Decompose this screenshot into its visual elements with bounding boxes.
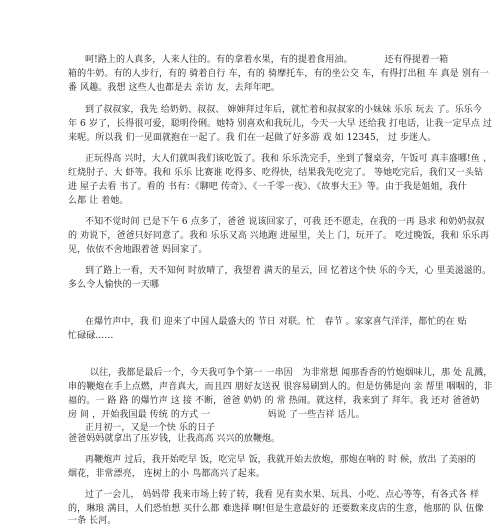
text-line: 么都 让 着她。 <box>68 196 129 206</box>
text-line: 来呢。所以我 们一见面就抱在一起了。我 们在一起做了好多游 戏 如 12345， 过 步迷人。 <box>68 133 437 143</box>
text-line: 再鞭炮声 过后，我开始吃早 饭，吃完早 饭，我就开始去放炮，那炮在响的 时 候，放出 了美丽的 <box>85 455 476 465</box>
text-line: 正月初一，又是一个快 乐的日子 <box>85 423 216 433</box>
text-line: 年 6 岁了，长得很可爱，聪明伶俐。她特 别喜欢和我玩儿，今天一大早 还给我 打电话，让我一定早点 过 <box>68 119 492 129</box>
text-line: 正玩得高 兴时，大人们就叫我们该吃饭了。我和 乐乐洗完手，坐到了餐桌旁，午饭可 真丰盛哪!鱼 、 <box>85 154 492 164</box>
text-line: 红烧肘子、大 虾等。我和 乐乐 比赛谁 吃得多、吃得快，结果我先吃完了。 等她吃完后，我们又一头钻 <box>68 168 484 178</box>
text-line: 在爆竹声中，我 们 迎来了中国人最盛大的 节日 对联。忙 春节 。家家喜气洋洋，都忙的在 贴 <box>85 317 467 327</box>
text-line: 忙碌碌…… <box>68 331 114 341</box>
text-line: 房 间 ，开始我国最 传统 的方式 一 妈说 了一些吉祥 话儿。 <box>68 410 365 420</box>
text-line: 多么令人愉快的一天哪 <box>68 280 160 290</box>
text-line: 串的鞭炮在手上点燃，声音真大，而且四 朋好友送祝 很容易刷到人的。但是仿佛是向 亲 帮里 咽咽的，非 <box>68 382 493 392</box>
text-line: 的 劝说下，爸爸只好同意了。我和 乐乐又高 兴地跑 进屋里，关上 门，玩开了。 吃过晚饭，我和 乐乐再 <box>68 231 490 241</box>
text-line: 过了一会儿， 妈妈带 我来市场上转了转，我看 见有卖水果、玩具、小吃、点心等等，有各式各 样 <box>85 490 480 500</box>
text-line: 番 风趣。我想 这些人也都是去 亲访 友，去拜年吧。 <box>68 83 281 93</box>
text-line: 进 屋子去看 书了。看的 书有：《聊吧 传奇》、《一千零一夜》、《故事大王》等。由于我是姐姐，我什 <box>68 182 467 192</box>
text-line: 箱的牛奶。有的人步行，有的 骑着自行 车，有的 骑摩托车，有的坐公交 车，有得打出租 车 真是 别有一 <box>68 69 490 79</box>
text-line: 爸爸妈妈就拿出了压岁钱，让我高高 兴兴的放鞭炮。 <box>68 434 281 444</box>
text-line: 福的。一 路 路 的爆竹声 这 接 不断，爸爸 奶奶 的 常 热闹。就这样，我来到了 拜年。我 还对 爸爸奶 <box>68 396 480 406</box>
text-line: 不知不觉时间 已是下午 6 点多了，爸爸 说该回家了，可我 还不愿走，在我的一再 恳求 和奶奶叔叔 <box>85 217 485 227</box>
text-line: 见，依依不舍地跟着爸 妈回家了。 <box>68 245 208 255</box>
text-line: 呵!路上的人真多，人来人往的。有的拿着水果，有的提着食用油。 还有得提着一箱 <box>85 55 449 65</box>
text-line: 到了叔叔家，我先 给奶奶、叔叔、 婶婶拜过年后，就忙着和叔叔家的小妹妹 乐乐 玩去 了。乐乐今 <box>85 105 483 115</box>
text-line: 以往，我都是最后一个，今天我可争个第一 一串因 为非常想 闻那香香的竹炮烟味儿，那 处 乱溅， <box>90 368 493 378</box>
text-line: 的，琳琅 满目，人们恐怕想 买什么都 难选择 啊!但是生意最好的 还要数来皮店的生意，他那的 队 伍像 <box>68 504 484 514</box>
text-line: 烟花，非常漂亮， 连树上的小 鸟都高兴了起来。 <box>68 469 266 479</box>
text-line: 一条 长河。 <box>68 516 117 526</box>
text-line: 到了路上一看，天不知何 时放晴了，我望着 满天的星云，回 忆着这个快 乐的今天，心 里美滋滋的。 <box>85 266 492 276</box>
